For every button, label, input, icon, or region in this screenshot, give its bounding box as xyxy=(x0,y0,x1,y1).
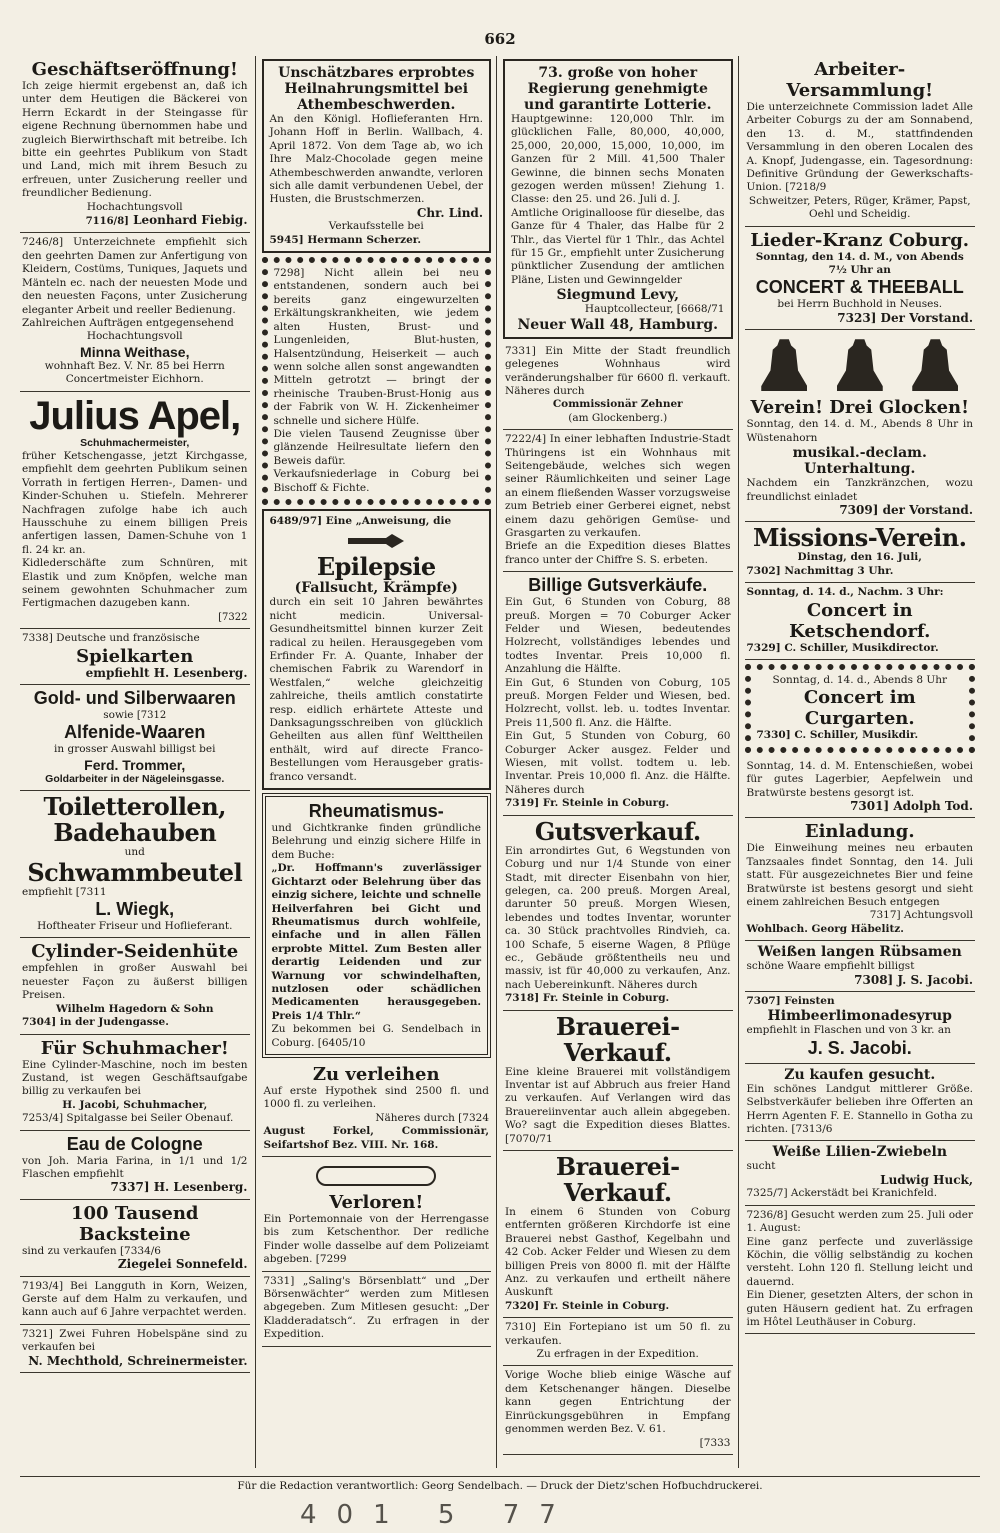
ad-text: Sonntag, d. 14. d., Nachm. 3 Uhr: xyxy=(746,586,944,599)
ad-text: Hauptgewinne: 120,000 Thlr. im glücklichen Falle, 80,000, 40,000, 25,000, 20,000, 15,000, 10,000, im Ganzen für 2 Mill. 41,500 Thaler Gewinne, die binnen sechs Monaten gezogen werden müssen! Ziehung 1. Classe: den 25. und 26. Juli d. J. xyxy=(511,113,725,206)
ad-title: Missions-Verein. xyxy=(752,523,967,553)
ad-code: 7253/4] Spitalgasse bei Seiler Obenauf. xyxy=(22,1112,234,1125)
ad-spielkarten xyxy=(20,629,250,685)
ad-code: 7325/7] Ackerstädt bei Kranichfeld. xyxy=(746,1187,938,1200)
ad-address: wohnhaft Bez. V. Nr. 85 bei Herrn Concertmeister Eichhorn. xyxy=(44,359,225,386)
column-4 xyxy=(745,56,981,1468)
ad-brauerei-verkauf-2 xyxy=(503,1151,733,1318)
ad-text: 7236/8] Gesucht werden zum 25. Juli oder 1. August: xyxy=(746,1208,973,1235)
ad-text: Sonntag, 14. d. M. Entenschießen, wobei für gutes Lagerbier, Aepfelwein und Bratwürste bestens gesorgt ist. xyxy=(746,759,973,799)
ad-signature: 7330] C. Schiller, Musikdir. xyxy=(756,729,919,742)
ad-signature: 7309] der Vorstand. xyxy=(839,502,973,517)
ad-ferd-trommer xyxy=(20,685,250,791)
ad-waesche xyxy=(503,1366,733,1454)
ad-text: empfehlen in großer Auswahl bei neuester Façon zu äußerst billigen Preisen. xyxy=(22,962,248,1002)
ad-title: Gutsverkauf. xyxy=(534,816,701,846)
ad-text: An den Königl. Hoflieferanten Hrn. Johann Hoff in Berlin. Wallbach, 4. April 1872. Von dem Tage ab, wo ich Ihre Malz-Chocolade gegen meine Athembeschwerden anwandte, verloren sich alle damit verbundenen Uebel, der Husten, die Brustschmerzen. xyxy=(269,113,483,206)
ad-trauben-brust-honig xyxy=(262,257,492,505)
ad-title-2: CONCERT & THEEBALL xyxy=(755,277,964,298)
ad-signature: Commissionär Zehner xyxy=(552,398,683,411)
ad-signature: H. Jacobi, Schuhmacher, xyxy=(62,1098,208,1111)
ad-title-2: Badehauben xyxy=(53,818,217,848)
ad-fuer-schuhmacher xyxy=(20,1035,250,1131)
ad-julius-apel xyxy=(20,392,250,630)
ad-text: bei Herrn Buchhold in Neuses. xyxy=(777,298,943,311)
ad-title: Concert in Ketschendorf. xyxy=(789,599,931,642)
ad-subtitle: (Fallsucht, Krämpfe) xyxy=(294,580,458,597)
ad-wiegk xyxy=(20,791,250,938)
ad-signature: Ziegelei Sonnefeld. xyxy=(117,1257,248,1272)
ad-missions-verein xyxy=(745,522,976,583)
ad-title: 100 Tausend Backsteine xyxy=(70,1202,199,1245)
imprint-footer: Für die Redaction verantwortlich: Georg Sendelbach. — Druck der Dietz'schen Hofbuchdruckerei. xyxy=(20,1476,980,1492)
ad-hobelspaene xyxy=(20,1325,250,1373)
ad-subtitle: (am Glockenberg.) xyxy=(568,411,668,424)
ad-signature: 7308] J. S. Jacobi. xyxy=(854,972,973,987)
ad-title: Spielkarten xyxy=(76,645,194,667)
ad-title: Eau de Cologne xyxy=(66,1133,203,1154)
ad-eau-de-cologne xyxy=(20,1131,250,1200)
ad-text: Amtliche Originalloose für dieselbe, das Ganze für 4 Thaler, das Halbe für 2 Thlr., das Viertel für 1 Thlr., das Achtel für 15 Gr., empfiehlt unter Zusicherung pünktlicher Zusendung der amtlichen Pläne, Listen und Gewinngelder xyxy=(511,206,725,286)
ad-text xyxy=(22,709,248,722)
ad-text: Verkaufsstelle bei xyxy=(328,220,424,233)
ad-lilien-zwiebeln xyxy=(745,1141,976,1205)
ad-title: Weißen langen Rübsamen xyxy=(757,944,962,961)
ad-signature: 7319] Fr. Steinle in Coburg. xyxy=(505,797,670,810)
ad-title: Cylinder-Seidenhüte xyxy=(31,941,239,963)
ad-title: 73. große von hoher Regierung genehmigte und garantirte Lotterie. xyxy=(524,65,712,113)
ad-fortepiano xyxy=(503,1318,733,1366)
ad-text: Auf erste Hypothek sind 2500 fl. und 1000 fl. zu verleihen. xyxy=(263,1084,489,1111)
page-number: 662 xyxy=(484,30,516,48)
ad-code: [7333 xyxy=(699,1436,731,1449)
ad-code: 7307] Feinsten xyxy=(746,995,835,1008)
ad-connector: und xyxy=(124,846,145,859)
ad-signature: 7302] Nachmittag 3 Uhr. xyxy=(746,564,894,577)
ad-title: Weiße Lilien-Zwiebeln xyxy=(772,1144,948,1161)
ad-text: Verkaufsniederlage in Coburg bei Bischoff & Fichte. xyxy=(273,468,479,494)
ad-text: und Gichtkranke finden gründliche Belehrung und einzig sichere Hilfe in dem Buche: xyxy=(271,822,481,861)
ad-text: Zahlreichen Aufträgen entgegensehend xyxy=(22,316,234,329)
bells-illustration xyxy=(747,333,974,397)
ad-text: Nachdem ein Tanzkränzchen, wozu freundlichst einladet xyxy=(746,477,973,503)
ad-langguth xyxy=(20,1277,250,1325)
ad-signature: Ludwig Huck, xyxy=(880,1172,973,1187)
bell-icon xyxy=(912,339,958,391)
ad-signature: J. S. Jacobi. xyxy=(807,1037,912,1058)
ad-signature: Zu bekommen bei G. Sendelbach in Coburg. [6405/10 xyxy=(271,1023,481,1049)
ad-title: Arbeiter-Versammlung! xyxy=(786,59,934,101)
ad-geschaeftseroeffnung xyxy=(20,56,250,233)
ad-text: Zu erfragen in der Expedition. xyxy=(536,1348,699,1361)
newspaper-columns xyxy=(20,56,980,1468)
ad-book-title: „Dr. Hoffmann's zuverlässiger Gichtarzt oder Belehrung über das einzig sichere, leichte und schnelle Heilverfahren bei Gicht und Rheumatismus durch wohlfeile, einfache und in allen Fällen erprobte Mittel. Zum Besten aller derartig Leidenden und zur Warnung vor schwindelhaften, nutzlosen oder schädlichen Medicamenten herausgegeben. Preis 1/4 Thlr.“ xyxy=(271,862,481,1022)
ad-title: Brauerei-Verkauf. xyxy=(555,1011,680,1067)
ad-title: Lieder-Kranz Coburg. xyxy=(750,229,970,251)
ad-signature: Siegmund Levy, xyxy=(556,287,679,304)
ad-signature: 7301] Adolph Tod. xyxy=(850,798,973,813)
ad-signature-name: Leonhard Fiebig. xyxy=(133,213,248,228)
ad-gutsverkaeufe xyxy=(503,572,733,816)
ad-greeting: Hochachtungsvoll xyxy=(86,330,183,343)
ad-signature: L. Wiegk, xyxy=(95,899,175,920)
ad-title: Rheumatismus- xyxy=(308,801,444,822)
ad-connector: sowie xyxy=(103,709,134,722)
ad-text: früher Ketschengasse, jetzt Kirchgasse, empfiehlt dem geehrten Publikum seinen Vorrath in fertigen Herren-, Damen- und Kinder-Schuhen u. Stiefeln. Mehrerer Nachfragen zufolge habe ich auch Hausschuhe zu einem billigen Preis anfertigen lassen, Damen-Schuhe von 1 fl. 24 kr. an. xyxy=(22,449,248,556)
ad-title: Epilepsie xyxy=(316,552,436,582)
ad-signature: August Forkel, Commissionär, Seifartshof Bez. VIII. Nr. 168. xyxy=(263,1125,489,1151)
ad-signature: 7337] H. Lesenberg. xyxy=(110,1180,248,1195)
ad-signature: Ferd. Trommer, xyxy=(84,756,186,773)
ad-signature xyxy=(22,214,248,228)
ad-arbeiter-versammlung xyxy=(745,56,976,227)
ad-text: 7246/8] Unterzeichnete empfiehlt sich den geehrten Damen zur Anfertigung von Kleidern, Costüms, Tuniques, Jaquets und Mänteln ec. nach der neuesten Mode und den neuesten Façons, unter Zusicherung eleganter Arbeit und reeller Bedienung. xyxy=(22,236,248,316)
ad-code: 7304] in der Judengasse. xyxy=(22,1016,169,1029)
ad-text: In einem 6 Stunden von Coburg entfernten größeren Kirchdorfe ist eine Brauerei nebst Gasthof, Kegelbahn und 42 Cob. Acker Felder und Wiesen zu dem billigen Preis von 8000 fl. mit der Hälfte Anz. zu verkaufen und ertheilt nähere Auskunft xyxy=(505,1206,731,1299)
ad-title: Verloren! xyxy=(329,1192,424,1213)
ad-text: Ein arrondirtes Gut, 6 Wegstunden von Coburg und nur 1/4 Stunde von einer Stadt, mit directer Eisenbahn von hier, gelegen, ca. 200 preuß. Morgen Areal, darunter 50 preuß. Morgen Wiesen, lebendes und todtes Inventar, worunter ca. 30 Stück prachtvolles Rindvieh, ca. 100 Schafe, 5 eiserne Wagen, 8 Pflüge ec., Gebäude größtentheils neu und massiv, ist für 40,000 zu verkaufen, Anz. nach Uebereinkunft. Näheres durch xyxy=(505,844,731,991)
ad-concert-ketschendorf xyxy=(745,583,976,660)
ad-text: Sonntag, d. 14. d., Abends 8 Uhr xyxy=(772,673,947,686)
ad-title: Julius Apel, xyxy=(29,393,241,438)
ad-title: Unschätzbares erprobtes Heilnahrungsmittel bei Athembeschwerden. xyxy=(278,65,475,113)
ad-code: 7116/8] xyxy=(85,216,129,228)
ad-text: durch ein seit 10 Jahren bewährtes nicht medicin. Universal-Gesundheitsmittel binnen kurzer Zeit radical zu heilen. Herausgegeben vom Erfinder Fr. A. Quante, Inhaber der chemischen Fabrik zu Warendorf in Westfalen,“ welche gleichzeitig zahlreiche, theils amtlich constatirte resp. eidlich erhärtete Atteste und Danksagungsschreiben von glücklich Geheilten aus allen fünf Welttheilen enthält, wird auf directe Franco-Bestellungen vom Herausgeber gratis-franco versandt. xyxy=(269,596,483,783)
ad-cylinder-seidenhuete xyxy=(20,938,250,1034)
ad-boersenblatt xyxy=(262,1272,492,1347)
ad-code: [7322 xyxy=(218,611,248,623)
ad-title-2: Alfenide-Waaren xyxy=(64,722,206,743)
ad-text: Ein Gut, 5 Stunden von Coburg, 60 Coburger Acker ausgez. Felder und Wiesen, mit vollst. todtem u. leb. Inventar. Preis 10,000 fl. Anz. die Hälfte. Näheres durch xyxy=(505,730,731,796)
ad-signature: Schweitzer, Peters, Rüger, Krämer, Papst, Oehl und Scheidig. xyxy=(748,194,971,221)
ad-text: Ein schönes Landgut mittlerer Größe. Selbstverkäufer belieben ihre Offerten an Herrn Agenten F. E. Stannello in Gotha zu richten. [7313/6 xyxy=(746,1082,973,1136)
ad-text: 7298] Nicht allein bei neu entstandenen, sondern auch bei bereits ganz eingewurzelten Erkältungskrankheiten, wie jedem alten Husten, Brust- und Lungenleiden, Blut-husten, Halsentzündung, Heiserkeit — auch wenn solche allen sonst angewandten Mitteln getrotzt — bringt der rheinische Trauben-Brust-Honig aus der Fabrik von W. H. Zickenheimer schnelle und sichere Hülfe. xyxy=(273,267,479,427)
ad-backsteine xyxy=(20,1200,250,1277)
ad-text: Eine kleine Brauerei mit vollständigem Inventar ist auf Abbruch aus freier Hand zu verkaufen. Auf Verlangen wird das Brauereiinventar auch allein abgegeben. Wo? sagt die Expedition dieses Blattes. [7070/71 xyxy=(505,1065,731,1145)
ad-text: sucht xyxy=(746,1160,776,1173)
ad-text: Ein Portemonnaie von der Herrengasse bis zum Ketschenthor. Der redliche Finder wolle dasselbe auf dem Polizeiamt abgeben. [7299 xyxy=(263,1213,489,1266)
ad-signature: N. Mechthold, Schreinermeister. xyxy=(28,1353,248,1368)
ad-title: Toiletterollen, xyxy=(43,792,227,822)
ad-signature: 7329] C. Schiller, Musikdirector. xyxy=(746,641,939,654)
ad-title: Zu verleihen xyxy=(312,1063,440,1085)
ad-title: Für Schuhmacher! xyxy=(40,1037,229,1059)
ad-text: Die vielen Tausend Zeugnisse über glänzende Heilresultate liefern den Beweis dafür. xyxy=(273,427,479,467)
ad-code: 6489/97] Eine „Anweisung, die xyxy=(269,514,452,527)
ad-title: Himbeerlimonadesyrup xyxy=(767,1008,952,1025)
ad-text: 7222/4] In einer lebhaften Industrie-Stadt Thüringens ist ein Wohnhaus mit Seitengebäude, welches sich wegen seiner Räumlichkeiten und seiner Lage an einem fließenden Wasser vorzugsweise zum Betrieb einer Gerberei eignet, nebst einem dazu gehörigen Gemüse- und Grasgarten zu verkaufen. xyxy=(505,433,731,539)
ad-epilepsie xyxy=(262,509,492,790)
ad-rheumatismus xyxy=(262,793,492,1058)
ad-signature: 7320] Fr. Steinle in Coburg. xyxy=(505,1299,670,1312)
ad-title: Brauerei-Verkauf. xyxy=(555,1152,680,1207)
ad-text: 7338] Deutsche und französische xyxy=(22,632,200,645)
ad-text: Ein Gut, 6 Stunden von Coburg, 105 preuß. Morgen Felder und Wiesen, bed. Holzrecht, vollst. leb. u. todtes Inventar. Preis 11,500 fl. Anz. die Hälfte. xyxy=(505,676,731,729)
ad-text: Näheres durch [7324 xyxy=(375,1111,489,1124)
ad-zu-verleihen xyxy=(262,1061,492,1157)
ad-title-2: musikal.-declam. Unterhaltung. xyxy=(792,445,927,478)
ad-text: sind zu verkaufen [7334/6 xyxy=(22,1244,161,1257)
ad-subtitle: Hauptcollecteur, [6668/71 xyxy=(584,303,725,316)
pointing-hand-icon xyxy=(270,528,484,554)
ad-greeting: Hochachtungsvoll xyxy=(86,200,183,213)
ad-minna-weithase xyxy=(20,233,250,391)
ad-title: Gold- und Silberwaaren xyxy=(33,688,236,709)
handwritten-note: 401 5 77 xyxy=(300,1500,576,1530)
ad-himbeerlimonade xyxy=(745,992,976,1064)
ad-title-3: Schwammbeutel xyxy=(27,857,243,887)
column-2 xyxy=(262,56,498,1468)
ad-signature: Chr. Lind. xyxy=(416,205,483,220)
ad-title: Zu kaufen gesucht. xyxy=(784,1066,936,1083)
ad-gutsverkauf xyxy=(503,816,733,1011)
ad-text: Eine ganz perfecte und zuverlässige Köchin, die völlig selbständig zu kochen versteht. Lohn 120 fl. Stellung leicht und dauernd. xyxy=(746,1235,973,1288)
ad-address: Goldarbeiter in der Nägeleinsgasse. xyxy=(45,772,225,785)
ad-ruebsamen xyxy=(745,941,976,992)
ad-text: Ein Gut, 6 Stunden von Coburg, 88 preuß. Morgen = 70 Coburger Acker Felder und Wiesen, bedeutendes Holzrecht, vollständiges lebendes und todtes Inventar. Preis 10,000 fl. Anzahlung die Hälfte. xyxy=(505,596,731,676)
ad-text: 7331] Ein Mitte der Stadt freundlich gelegenes Wohnhaus wird veränderungshalber für 6600 fl. verkauft. Näheres durch xyxy=(505,344,731,397)
ad-text: Die Einweihung meines neu erbauten Tanzsaales findet Sonntag, den 14. Juli statt. Für ausgezeichnetes Bier und feine Bratwürste ist bestens gesorgt und sieht einem zahlreichen Besuch entgegen xyxy=(746,842,973,908)
ad-text: empfiehlt in Flaschen und von 3 kr. an xyxy=(746,1024,951,1037)
ad-malz-chocolade xyxy=(262,59,492,253)
ad-gesucht-koechin xyxy=(745,1206,976,1335)
ad-code: empfiehlt [7311 xyxy=(22,885,107,898)
ad-title: Verein! Drei Glocken! xyxy=(750,397,970,419)
ad-subtitle: Schuhmachermeister, xyxy=(80,436,190,449)
ad-text: schöne Waare empfiehlt billigst xyxy=(746,960,915,973)
ad-wohnhaus-zehner xyxy=(503,342,733,430)
ad-text: Briefe an die Expedition dieses Blattes franco unter der Chiffre S. S. erbeten. xyxy=(505,540,731,566)
ad-lieder-kranz xyxy=(745,227,976,331)
ad-text: Ein Diener, gesetzten Alters, der schon in guten Häusern gedient hat. Zu erfragen im Hôtel Leuthäuser in Coburg. xyxy=(746,1289,973,1328)
ad-title: Billige Gutsverkäufe. xyxy=(528,575,708,596)
ad-text: von Joh. Maria Farina, in 1/1 und 1/2 Flaschen empfiehlt xyxy=(22,1154,248,1180)
bell-icon xyxy=(761,339,807,391)
ad-text: 7321] Zwei Fuhren Hobelspäne sind zu verkaufen bei xyxy=(22,1327,248,1354)
ad-drei-glocken xyxy=(745,330,976,522)
ad-code: 5945] Hermann Scherzer. xyxy=(269,233,422,246)
ad-text: Sonntag, den 14. d. M., von Abends 7½ Uhr an xyxy=(755,250,964,277)
ad-entenschiessen xyxy=(745,757,976,819)
column-1 xyxy=(20,56,256,1468)
ad-signature: Minna Weithase, xyxy=(80,343,190,360)
ad-title: Einladung. xyxy=(804,821,915,843)
ad-text: 7193/4] Bei Langguth in Korn, Weizen, Gerste auf dem Halm zu verkaufen, und kann auch auf 6 Jahre verpachtet werden. xyxy=(22,1279,248,1319)
ad-signature: 7317] Achtungsvoll xyxy=(869,909,973,922)
ad-text: Vorige Woche blieb einige Wäsche auf dem Ketschenanger hängen. Dieselbe kann gegen Entrichtung der Einrückungsgebühren in Empfang genommen werden Bez. V. 61. xyxy=(505,1369,731,1436)
hand-banner-icon xyxy=(264,1160,490,1192)
ad-lotterie xyxy=(503,59,733,339)
ad-signature: empfiehlt H. Lesenberg. xyxy=(85,665,248,680)
ad-text: 7310] Ein Fortepiano ist um 50 fl. zu verkaufen. xyxy=(505,1321,731,1347)
ad-title: Geschäftseröffnung! xyxy=(31,59,238,80)
column-3 xyxy=(503,56,739,1468)
ad-verloren xyxy=(262,1157,492,1272)
ad-gerberei xyxy=(503,430,733,572)
ad-text: Die unterzeichnete Commission ladet Alle Arbeiter Coburgs zu der am Sonnabend, den 13. d. M., stattfindenden Versammlung in den oberen Localen des A. Knopf, Judengasse, ein. Tagesordnung: Definitive Gründung der Gewerkschafts-Union. [7218/9 xyxy=(746,101,973,194)
ad-signature: 7318] Fr. Steinle in Coburg. xyxy=(505,992,670,1005)
ad-code: [7312 xyxy=(136,710,167,722)
ad-title: Concert im Curgarten. xyxy=(803,687,916,730)
ad-brauerei-verkauf-1 xyxy=(503,1011,733,1151)
ad-signature: Wilhelm Hagedorn & Sohn xyxy=(55,1002,214,1015)
bell-icon xyxy=(837,339,883,391)
ad-text: 7331] „Saling's Börsenblatt“ und „Der Börsenwächter“ werden zum Mitlesen abgegeben. Zum Mitlesen gesucht: „Der Kladderadatsch“. Zu erfragen in der Expedition. xyxy=(263,1274,489,1341)
ad-address: Hoftheater Friseur und Hoflieferant. xyxy=(37,920,233,933)
ad-address: Neuer Wall 48, Hamburg. xyxy=(517,316,718,333)
ad-concert-curgarten xyxy=(745,664,976,753)
ad-text: Eine Cylinder-Maschine, noch im besten Zustand, ist wegen Geschäftsaufgabe billig zu verkaufen bei xyxy=(22,1058,248,1098)
ad-text: Kidlederschäfte zum Schnüren, mit Elastik und zum Knöpfen, welche man seinem gewohnten Schuhmacher zum Fertigmachen dazugeben kann. xyxy=(22,557,248,610)
ad-signature-2: Wohlbach. Georg Häbelitz. xyxy=(746,922,904,935)
ad-signature: 7323] Der Vorstand. xyxy=(837,310,973,325)
ad-text: in grosser Auswahl billigst bei xyxy=(54,743,216,756)
ad-text: Ich zeige hiermit ergebenst an, daß ich unter dem Heutigen die Bäckerei von Herrn Eckardt in der Steingasse für eigene Rechnung übernommen habe und zugleich Bierwirthschaft mit betreibe. Ich bitte ein geehrtes Publikum von Stadt und Land, mich mit ihrem Besuch zu erfreuen, unter Zusicherung reeller und freundlicher Bedienung. xyxy=(22,80,248,200)
ad-einladung xyxy=(745,818,976,941)
ad-zu-kaufen-gesucht xyxy=(745,1064,976,1142)
ad-text: Sonntag, den 14. d. M., Abends 8 Uhr in Wüstenahorn xyxy=(746,418,973,444)
ad-text: Dinstag, den 16. Juli, xyxy=(797,551,922,564)
